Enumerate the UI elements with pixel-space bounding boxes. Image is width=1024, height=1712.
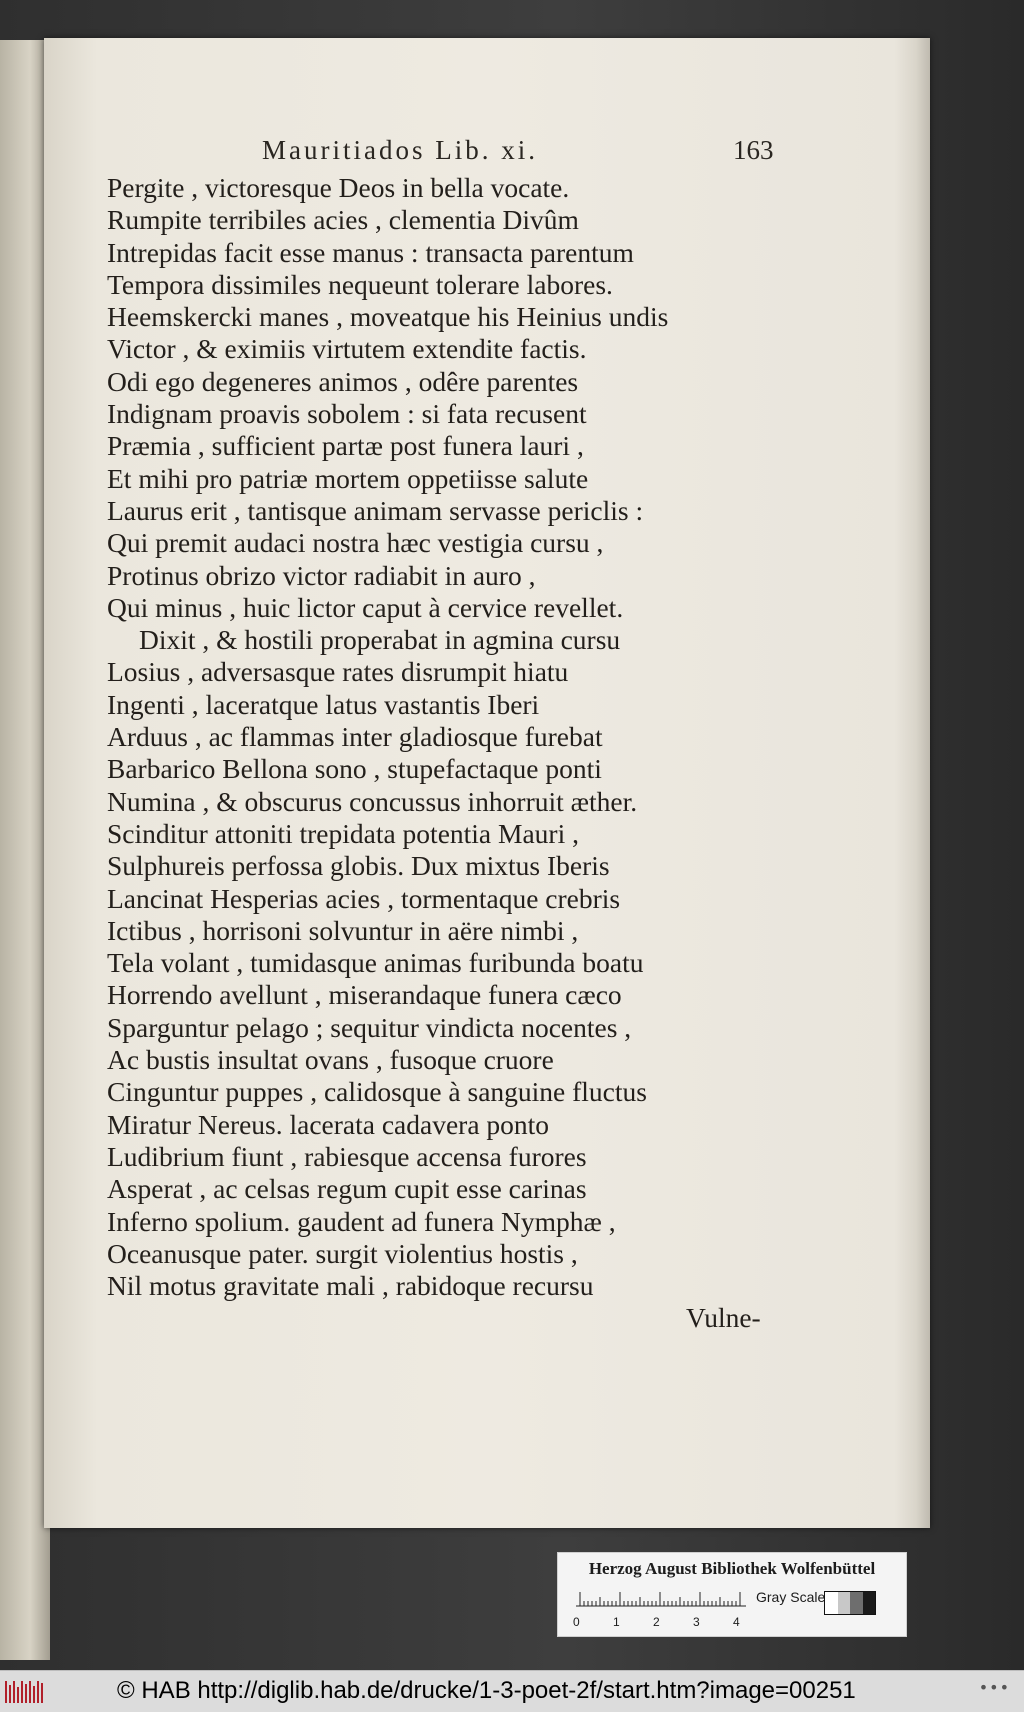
verse-line: Arduus , ac flammas inter gladiosque furebat xyxy=(107,721,603,753)
verse-line: Miratur Nereus. lacerata cadavera ponto xyxy=(107,1108,550,1140)
verse-line: Tempora dissimiles nequeunt tolerare labores. xyxy=(107,268,613,300)
verse-line: Losius , adversasque rates disrumpit hiatu xyxy=(107,656,569,688)
ruler-number: 3 xyxy=(693,1615,700,1629)
ruler-number: 1 xyxy=(613,1615,620,1629)
verse-line: Numina , & obscurus concussus inhorruit æther. xyxy=(107,785,638,817)
ruler-number: 0 xyxy=(573,1615,580,1629)
verse-line: Indignam proavis sobolem : si fata recusent xyxy=(107,398,587,430)
verse-line: Qui minus , huic lictor caput à cervice revellet. xyxy=(107,591,624,623)
verse-line: Victor , & eximiis virtutem extendite factis. xyxy=(107,333,587,365)
verse-line: Protinus obrizo victor radiabit in auro , xyxy=(107,559,536,591)
verse-line: Cinguntur puppes , calidosque à sanguine fluctus xyxy=(107,1076,647,1108)
verse-text xyxy=(107,172,787,1302)
verse-line: Dixit , & hostili properabat in agmina cursu xyxy=(139,624,621,656)
verse-line: Asperat , ac celsas regum cupit esse carinas xyxy=(107,1173,587,1205)
running-head: Mauritiados Lib. xi. xyxy=(262,135,538,165)
gray-scale-label: Gray Scale xyxy=(756,1589,826,1605)
gray-scale-swatch xyxy=(824,1591,876,1615)
verse-line: Ingenti , laceratque latus vastantis Iberi xyxy=(107,688,540,720)
ruler-number: 2 xyxy=(653,1615,660,1629)
ruler-number: 4 xyxy=(733,1615,740,1629)
gray-patch xyxy=(850,1592,863,1614)
verse-line: Lancinat Hesperias acies , tormentaque crebris xyxy=(107,882,621,914)
verse-line: Scinditur attoniti trepidata potentia Mauri , xyxy=(107,817,579,849)
verse-line: Laurus erit , tantisque animam servasse periclis : xyxy=(107,494,644,526)
hab-logo-icon xyxy=(4,1679,46,1705)
verse-line: Heemskercki manes , moveatque his Heinius undis xyxy=(107,301,669,333)
verse-line: Tela volant , tumidasque animas furibunda boatu xyxy=(107,947,644,979)
verse-line: Sparguntur pelago ; sequitur vindicta nocentes , xyxy=(107,1011,632,1043)
verse-line: Inferno spolium. gaudent ad funera Nymphæ , xyxy=(107,1205,616,1237)
ruler-numbers xyxy=(573,1615,763,1631)
catchword: Vulne- xyxy=(686,1302,761,1333)
verse-line: Horrendo avellunt , miserandaque funera cæco xyxy=(107,979,622,1011)
verse-line: Barbarico Bellona sono , stupefactaque ponti xyxy=(107,753,602,785)
verse-line: Odi ego degeneres animos , odêre parentes xyxy=(107,365,579,397)
color-target-card xyxy=(557,1552,907,1637)
copyright-url[interactable]: © HAB http://diglib.hab.de/drucke/1-3-poet-2f/start.htm?image=00251 xyxy=(117,1677,856,1704)
library-name: Herzog August Bibliothek Wolfenbüttel xyxy=(588,1559,876,1578)
verse-line: Rumpite terribiles acies , clementia Divûm xyxy=(107,204,579,236)
gray-patch xyxy=(825,1592,838,1614)
verse-line: Intrepidas facit esse manus : transacta parentum xyxy=(107,236,634,268)
ruler-icon xyxy=(576,1586,746,1608)
verse-line: Ludibrium fiunt , rabiesque accensa furores xyxy=(107,1140,587,1172)
verse-line: Qui premit audaci nostra hæc vestigia cursu , xyxy=(107,527,604,559)
gray-patch xyxy=(838,1592,851,1614)
verse-line: Et mihi pro patriæ mortem oppetiisse salute xyxy=(107,462,589,494)
gray-patch xyxy=(863,1592,876,1614)
more-options-icon[interactable]: ••• xyxy=(978,1678,1010,1697)
verse-line: Ac bustis insultat ovans , fusoque cruore xyxy=(107,1044,554,1076)
verse-line: Præmia , sufficient partæ post funera lauri , xyxy=(107,430,584,462)
page-number: 163 xyxy=(733,135,774,165)
status-bar xyxy=(0,1670,1024,1712)
verse-line: Ictibus , horrisoni solvuntur in aëre nimbi , xyxy=(107,914,579,946)
verse-line: Nil motus gravitate mali , rabidoque recursu xyxy=(107,1270,594,1302)
verse-line: Oceanusque pater. surgit violentius hostis , xyxy=(107,1237,578,1269)
verse-line: Pergite , victoresque Deos in bella vocate. xyxy=(107,172,570,203)
facing-page-edge xyxy=(0,40,50,1660)
verse-line: Sulphureis perfossa globis. Dux mixtus Iberis xyxy=(107,850,610,882)
